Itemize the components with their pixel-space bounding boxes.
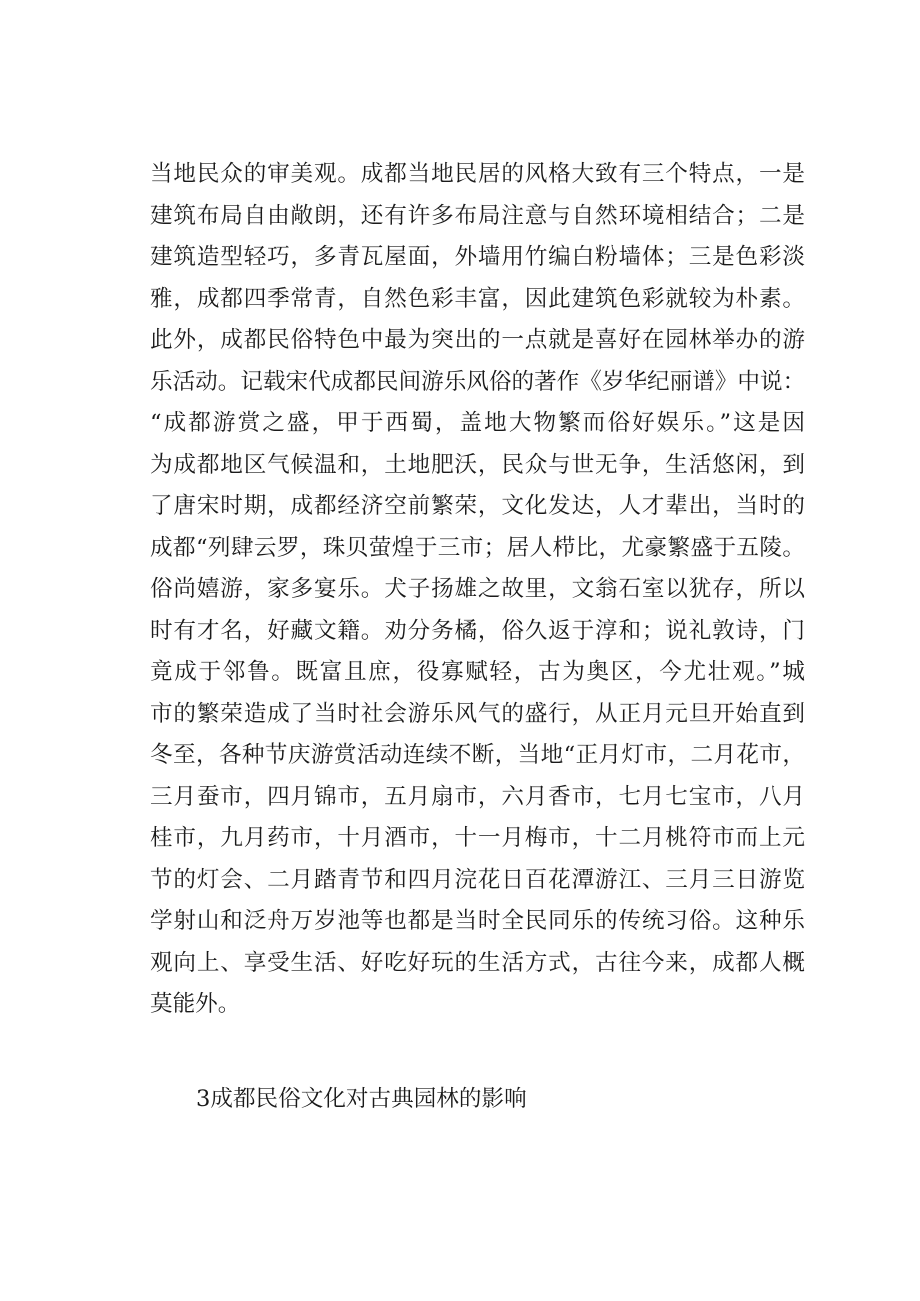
paragraph-line: 乐活动。记载宋代成都民间游乐风俗的著作《岁华纪丽谱》中说： bbox=[150, 368, 806, 395]
paragraph-line: 了唐宋时期，成都经济空前繁荣，文化发达，人才辈出，当时的 bbox=[150, 493, 805, 519]
paragraph-line: 竟成于邻鲁。既富且庶，役寡赋轻，古为奥区，今尤壮观。”城 bbox=[150, 659, 805, 685]
paragraph-line: 成都“列肆云罗，珠贝萤煌于三市；居人栉比，尤豪繁盛于五陵。 bbox=[150, 534, 805, 561]
paragraph-line: “成都游赏之盛，甲于西蜀，盖地大物繁而俗好娱乐。”这是因 bbox=[150, 410, 805, 436]
paragraph-line: 冬至，各种节庆游赏活动连续不断，当地“正月灯市，二月花市， bbox=[150, 742, 805, 768]
paragraph-line: 俗尚嬉游，家多宴乐。犬子扬雄之故里，文翁石室以犹存，所以 bbox=[150, 576, 805, 602]
paragraph-line: 此外，成都民俗特色中最为突出的一点就是喜好在园林举办的游 bbox=[150, 327, 805, 353]
paragraph-line: 三月蚕市，四月锦市，五月扇市，六月香市，七月七宝市，八月 bbox=[150, 783, 805, 810]
section-heading: 3成都民俗文化对古典园林的影响 bbox=[196, 1086, 527, 1112]
body-paragraph bbox=[150, 154, 805, 1026]
paragraph-line: 桂市，九月药市，十月酒市，十一月梅市，十二月桃符市而上元 bbox=[150, 825, 805, 851]
paragraph-line: 节的灯会、二月踏青节和四月浣花日百花潭游江、三月三日游览 bbox=[150, 866, 805, 893]
paragraph-line: 时有才名，好藏文籍。劝分务橘，俗久返于淳和；说礼敦诗，门 bbox=[150, 617, 805, 644]
paragraph-line: 建筑布局自由敞朗，还有许多布局注意与自然环境相结合；二是 bbox=[150, 202, 805, 229]
paragraph-line: 雅，成都四季常青，自然色彩丰富，因此建筑色彩就较为朴素。 bbox=[150, 285, 805, 312]
paragraph-line: 学射山和泛舟万岁池等也都是当时全民同乐的传统习俗。这种乐 bbox=[150, 908, 805, 934]
paragraph-line: 莫能外。 bbox=[150, 991, 241, 1017]
paragraph-line: 建筑造型轻巧，多青瓦屋面，外墙用竹编白粉墙体；三是色彩淡 bbox=[150, 244, 805, 270]
paragraph-line: 市的繁荣造成了当时社会游乐风气的盛行，从正月元旦开始直到 bbox=[150, 700, 805, 727]
paragraph-line: 当地民众的审美观。成都当地民居的风格大致有三个特点，一是 bbox=[150, 161, 805, 187]
paragraph-line: 为成都地区气候温和，土地肥沃，民众与世无争，生活悠闲，到 bbox=[150, 451, 805, 478]
paragraph-line: 观向上、享受生活、好吃好玩的生活方式，古往今来，成都人概 bbox=[150, 949, 805, 976]
